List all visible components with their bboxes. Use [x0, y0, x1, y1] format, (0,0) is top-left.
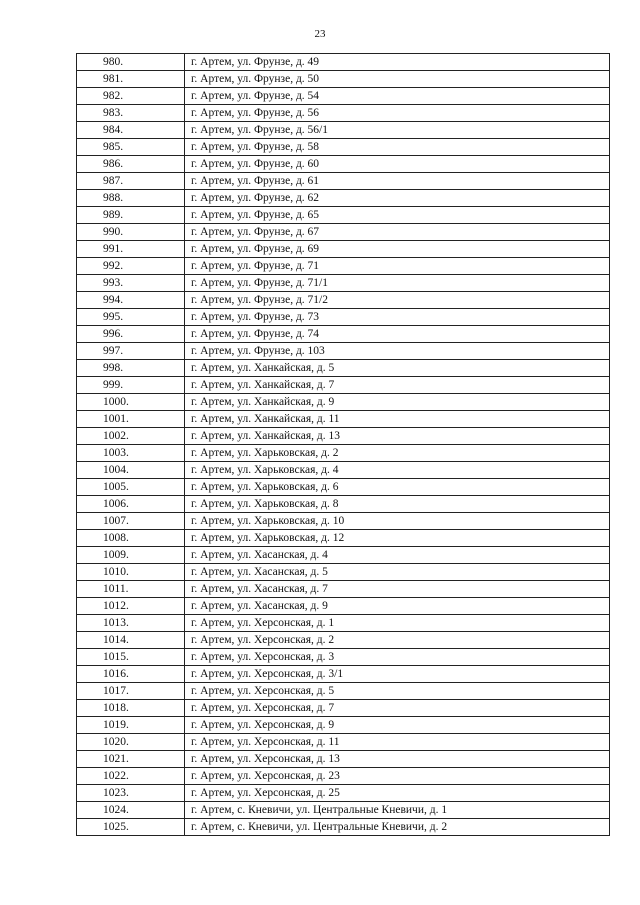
row-number: 1001.: [77, 411, 185, 428]
row-number: 1007.: [77, 513, 185, 530]
table-row: [77, 428, 610, 445]
row-number: 1016.: [77, 666, 185, 683]
row-address: г. Артем, ул. Херсонская, д. 1: [185, 615, 610, 632]
row-number: 1025.: [77, 819, 185, 836]
row-address: г. Артем, ул. Фрунзе, д. 69: [185, 241, 610, 258]
row-number: 1003.: [77, 445, 185, 462]
table-row: [77, 513, 610, 530]
table-row: [77, 615, 610, 632]
row-address: г. Артем, ул. Фрунзе, д. 74: [185, 326, 610, 343]
row-number: 1011.: [77, 581, 185, 598]
row-number: 1024.: [77, 802, 185, 819]
table-row: [77, 683, 610, 700]
table-row: [77, 88, 610, 105]
row-address: г. Артем, ул. Фрунзе, д. 56: [185, 105, 610, 122]
table-row: [77, 666, 610, 683]
row-number: 1012.: [77, 598, 185, 615]
address-table: [76, 53, 610, 836]
table-row: [77, 105, 610, 122]
table-row: [77, 122, 610, 139]
row-address: г. Артем, ул. Хасанская, д. 5: [185, 564, 610, 581]
table-row: [77, 411, 610, 428]
row-address: г. Артем, ул. Херсонская, д. 13: [185, 751, 610, 768]
row-address: г. Артем, ул. Фрунзе, д. 58: [185, 139, 610, 156]
table-row: [77, 717, 610, 734]
row-number: 1005.: [77, 479, 185, 496]
row-number: 999.: [77, 377, 185, 394]
row-address: г. Артем, ул. Фрунзе, д. 61: [185, 173, 610, 190]
row-address: г. Артем, ул. Фрунзе, д. 103: [185, 343, 610, 360]
row-address: г. Артем, ул. Херсонская, д. 23: [185, 768, 610, 785]
row-address: г. Артем, ул. Фрунзе, д. 50: [185, 71, 610, 88]
row-number: 993.: [77, 275, 185, 292]
table-row: [77, 292, 610, 309]
row-address: г. Артем, ул. Фрунзе, д. 60: [185, 156, 610, 173]
row-number: 987.: [77, 173, 185, 190]
row-number: 1021.: [77, 751, 185, 768]
row-address: г. Артем, ул. Фрунзе, д. 56/1: [185, 122, 610, 139]
row-number: 982.: [77, 88, 185, 105]
row-number: 983.: [77, 105, 185, 122]
table-row: [77, 139, 610, 156]
row-address: г. Артем, с. Кневичи, ул. Центральные Кневичи, д. 2: [185, 819, 610, 836]
row-address: г. Артем, ул. Фрунзе, д. 54: [185, 88, 610, 105]
row-address: г. Артем, ул. Хасанская, д. 7: [185, 581, 610, 598]
row-number: 1023.: [77, 785, 185, 802]
row-address: г. Артем, ул. Херсонская, д. 9: [185, 717, 610, 734]
row-number: 984.: [77, 122, 185, 139]
table-row: [77, 54, 610, 71]
row-address: г. Артем, ул. Хасанская, д. 9: [185, 598, 610, 615]
table-row: [77, 224, 610, 241]
row-address: г. Артем, ул. Фрунзе, д. 71/1: [185, 275, 610, 292]
page-number: 23: [314, 28, 326, 40]
row-address: г. Артем, ул. Фрунзе, д. 65: [185, 207, 610, 224]
row-number: 994.: [77, 292, 185, 309]
row-number: 986.: [77, 156, 185, 173]
row-address: г. Артем, ул. Херсонская, д. 25: [185, 785, 610, 802]
row-number: 1017.: [77, 683, 185, 700]
row-number: 1010.: [77, 564, 185, 581]
row-address: г. Артем, ул. Фрунзе, д. 71: [185, 258, 610, 275]
table-row: [77, 751, 610, 768]
table-row: [77, 734, 610, 751]
row-address: г. Артем, ул. Харьковская, д. 6: [185, 479, 610, 496]
table-row: [77, 190, 610, 207]
table-row: [77, 275, 610, 292]
table-row: [77, 309, 610, 326]
row-address: г. Артем, ул. Ханкайская, д. 5: [185, 360, 610, 377]
row-number: 980.: [77, 54, 185, 71]
row-number: 990.: [77, 224, 185, 241]
row-address: г. Артем, ул. Фрунзе, д. 71/2: [185, 292, 610, 309]
row-number: 1020.: [77, 734, 185, 751]
row-number: 1006.: [77, 496, 185, 513]
row-address: г. Артем, ул. Харьковская, д. 4: [185, 462, 610, 479]
row-number: 1013.: [77, 615, 185, 632]
table-row: [77, 258, 610, 275]
row-address: г. Артем, ул. Ханкайская, д. 13: [185, 428, 610, 445]
row-number: 996.: [77, 326, 185, 343]
table-row: [77, 377, 610, 394]
row-number: 1014.: [77, 632, 185, 649]
row-address: г. Артем, ул. Херсонская, д. 3/1: [185, 666, 610, 683]
row-address: г. Артем, ул. Фрунзе, д. 73: [185, 309, 610, 326]
row-address: г. Артем, с. Кневичи, ул. Центральные Кневичи, д. 1: [185, 802, 610, 819]
table-row: [77, 819, 610, 836]
row-number: 985.: [77, 139, 185, 156]
row-address: г. Артем, ул. Херсонская, д. 11: [185, 734, 610, 751]
row-address: г. Артем, ул. Херсонская, д. 3: [185, 649, 610, 666]
row-number: 1000.: [77, 394, 185, 411]
row-address: г. Артем, ул. Фрунзе, д. 49: [185, 54, 610, 71]
table-row: [77, 394, 610, 411]
row-address: г. Артем, ул. Харьковская, д. 8: [185, 496, 610, 513]
address-table-body: [77, 54, 610, 836]
table-row: [77, 530, 610, 547]
table-row: [77, 496, 610, 513]
table-row: [77, 632, 610, 649]
row-number: 1022.: [77, 768, 185, 785]
table-row: [77, 564, 610, 581]
table-row: [77, 156, 610, 173]
row-number: 1008.: [77, 530, 185, 547]
table-row: [77, 802, 610, 819]
table-row: [77, 462, 610, 479]
row-number: 998.: [77, 360, 185, 377]
row-address: г. Артем, ул. Фрунзе, д. 67: [185, 224, 610, 241]
table-row: [77, 768, 610, 785]
row-number: 989.: [77, 207, 185, 224]
row-number: 1019.: [77, 717, 185, 734]
row-address: г. Артем, ул. Херсонская, д. 5: [185, 683, 610, 700]
table-row: [77, 343, 610, 360]
table-row: [77, 326, 610, 343]
table-row: [77, 207, 610, 224]
row-address: г. Артем, ул. Харьковская, д. 2: [185, 445, 610, 462]
table-row: [77, 598, 610, 615]
row-number: 1009.: [77, 547, 185, 564]
row-address: г. Артем, ул. Ханкайская, д. 7: [185, 377, 610, 394]
row-address: г. Артем, ул. Харьковская, д. 12: [185, 530, 610, 547]
table-row: [77, 360, 610, 377]
table-row: [77, 445, 610, 462]
row-address: г. Артем, ул. Фрунзе, д. 62: [185, 190, 610, 207]
row-number: 995.: [77, 309, 185, 326]
table-row: [77, 547, 610, 564]
table-row: [77, 581, 610, 598]
row-number: 992.: [77, 258, 185, 275]
table-row: [77, 241, 610, 258]
table-row: [77, 649, 610, 666]
row-number: 991.: [77, 241, 185, 258]
row-number: 988.: [77, 190, 185, 207]
row-address: г. Артем, ул. Ханкайская, д. 9: [185, 394, 610, 411]
row-number: 1004.: [77, 462, 185, 479]
row-number: 1002.: [77, 428, 185, 445]
table-row: [77, 71, 610, 88]
row-address: г. Артем, ул. Херсонская, д. 7: [185, 700, 610, 717]
row-number: 981.: [77, 71, 185, 88]
table-row: [77, 785, 610, 802]
row-address: г. Артем, ул. Хасанская, д. 4: [185, 547, 610, 564]
table-row: [77, 479, 610, 496]
row-number: 1015.: [77, 649, 185, 666]
row-address: г. Артем, ул. Ханкайская, д. 11: [185, 411, 610, 428]
row-address: г. Артем, ул. Херсонская, д. 2: [185, 632, 610, 649]
row-number: 1018.: [77, 700, 185, 717]
table-row: [77, 173, 610, 190]
row-number: 997.: [77, 343, 185, 360]
row-address: г. Артем, ул. Харьковская, д. 10: [185, 513, 610, 530]
table-row: [77, 700, 610, 717]
